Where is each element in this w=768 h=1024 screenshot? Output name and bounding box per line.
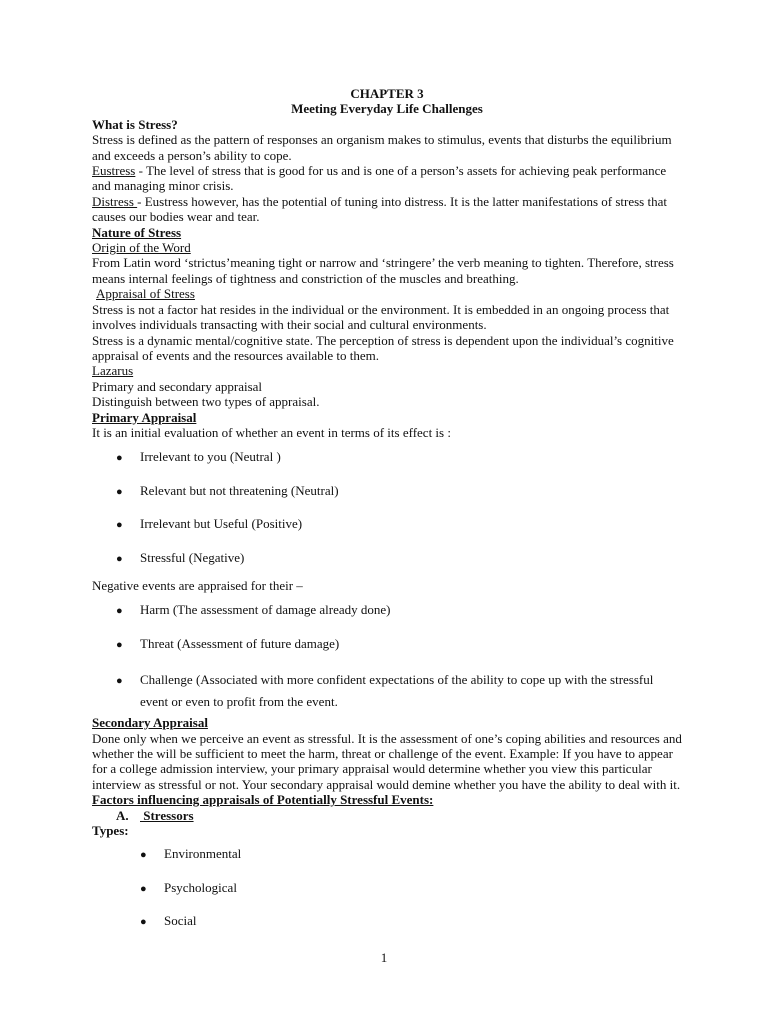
types-heading: Types:	[92, 823, 129, 839]
bullet-icon: ●	[116, 638, 123, 651]
lazarus-line-2: Distinguish between two types of appraisal.	[92, 394, 320, 410]
bullet-icon: ●	[140, 849, 147, 862]
factors-heading: Factors influencing appraisals of Potentially Stressful Events:	[92, 792, 434, 808]
eustress-label: Eustress	[92, 163, 136, 179]
appraisal-text-1: Stress is not a factor hat resides in the individual or the environment. It is embedded in an ongoing process that involves individuals transacting with their social and cultural environments.	[92, 301, 670, 333]
bullet-icon: ●	[116, 519, 123, 532]
list-item: ● Stressful (Negative)	[92, 550, 682, 567]
bullet-icon: ●	[116, 675, 123, 688]
origin-heading: Origin of the Word	[92, 240, 191, 256]
list-item: ● Relevant but not threatening (Neutral)	[92, 483, 682, 500]
chapter-number: CHAPTER 3	[350, 86, 424, 101]
bullet-icon: ●	[140, 916, 147, 929]
list-item: ● Threat (Assessment of future damage)	[92, 636, 682, 653]
primary-intro: It is an initial evaluation of whether an event in terms of its effect is :	[92, 424, 451, 440]
list-item: ● Irrelevant to you (Neutral )	[92, 449, 682, 466]
stress-definition: Stress is defined as the pattern of responses an organism makes to stimulus, events that disturbs the equilibrium and exceeds a person’s ability to cope.	[92, 132, 672, 163]
list-item: ● Irrelevant but Useful (Positive)	[92, 516, 682, 533]
lazarus-heading: Lazarus	[92, 363, 134, 379]
stressors-subheading: A. Stressors	[116, 807, 194, 823]
secondary-text: Done only when we perceive an event as stressful. It is the assessment of one’s coping abilities and resources and whether the will be sufficient to meet the harm, threat or challenge of the event. Example: If you have to appear for a college admission interview, your primary appraisal would determine whether you view this particular interview as stressful or not. Your secondary appraisal would demine whether you have the ability to deal with it.	[92, 730, 682, 792]
negative-list	[92, 602, 682, 713]
distress-label: Distress	[92, 193, 138, 209]
page-number: 1	[380, 950, 388, 965]
secondary-appraisal-heading: Secondary Appraisal	[92, 715, 208, 731]
primary-list	[92, 449, 682, 567]
origin-text: From Latin word ‘strictus’meaning tight or narrow and ‘stringere’ the verb meaning to tighten. Therefore, stress means internal feelings of tightness and constriction of the muscles and breathing.	[92, 255, 674, 286]
types-list	[92, 846, 682, 930]
bullet-icon: ●	[116, 605, 123, 618]
chapter-title: Meeting Everyday Life Challenges	[291, 101, 483, 117]
list-item: ● Psychological	[92, 880, 682, 897]
lazarus-line-1: Primary and secondary appraisal	[92, 378, 263, 394]
distress-text: - Eustress however, has the potential of tuning into distress. It is the latter manifestations of stress that causes our bodies wear and tear.	[92, 193, 667, 225]
appraisal-text-2: Stress is a dynamic mental/cognitive state. The perception of stress is dependent upon the individual’s cognitive appraisal of events and the resources available to them.	[92, 332, 674, 363]
bullet-icon: ●	[140, 882, 147, 895]
list-item: ● Social	[92, 913, 682, 930]
bullet-icon: ●	[116, 552, 123, 565]
eustress-text: - The level of stress that is good for us and is one of a person’s assets for achieving peak performance and managing minor crisis.	[92, 163, 667, 194]
appraisal-heading: Appraisal of Stress	[96, 286, 195, 302]
eustress-paragraph	[92, 163, 682, 194]
list-item: ● Challenge (Associated with more confident expectations of the ability to cope up with the stressful event or even to profit from the event.	[116, 672, 654, 710]
subheading-marker: A.	[116, 807, 129, 823]
list-item: ● Harm (The assessment of damage already done)	[92, 602, 682, 619]
bullet-icon: ●	[116, 485, 123, 498]
nature-heading: Nature of Stress	[92, 224, 182, 240]
bullet-icon: ●	[116, 452, 123, 465]
list-item: ● Environmental	[92, 846, 682, 863]
what-is-stress-heading: What is Stress?	[92, 116, 178, 132]
appraisal-of-stress-paragraph	[92, 286, 682, 301]
primary-appraisal-heading: Primary Appraisal	[92, 409, 197, 425]
document-page	[92, 86, 682, 931]
distress-paragraph	[92, 194, 682, 225]
negative-intro: Negative events are appraised for their –	[92, 577, 303, 593]
